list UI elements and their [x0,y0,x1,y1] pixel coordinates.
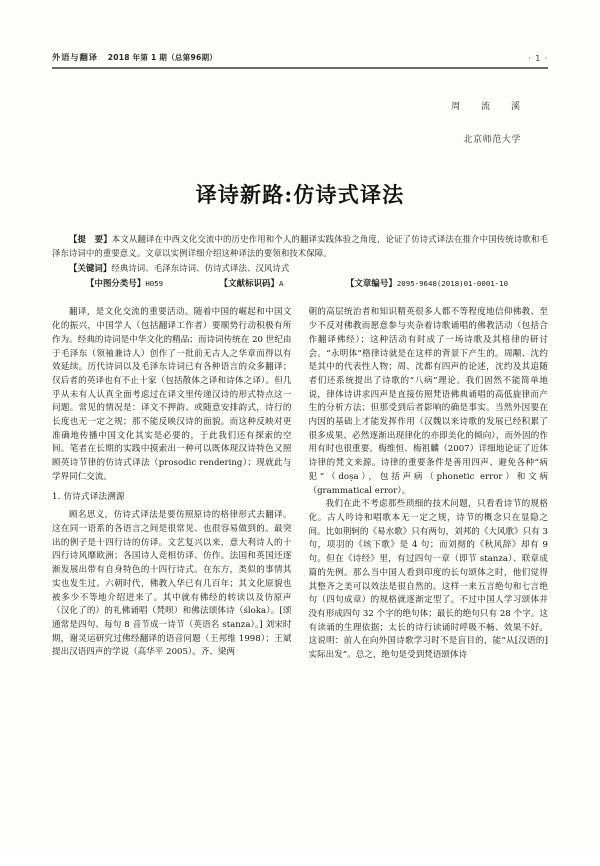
running-head-left [52,52,217,63]
left-paragraph-1: 翻译，是文化交流的重要活动。随着中国的崛起和中国文化的振兴，中国学人（包括翻译工作者）要顺势行动积极有所作为。经典的诗词是中华文化的精品；而诗词传统在 20 世纪由于毛泽东（领袖兼诗人）创作了一批前无古人之华章而得以有效延续。历代诗词以及毛泽东诗词已有各种语言的众多翻译；仅后者的英译也有不止十家（包括散体之译和诗体之译）。但几乎从未有人认真全面考虑过在译文里传递汉诗的形式特点这一问题。常见的情况是：译文不押韵、或随意安排韵式，诗行的长度也无一定之规；那不能反映汉诗的面貌。而这种反映对更准确地传播中国文化其实是必要的，于此我们还有探索的空间。笔者在长期的实践中摸索出一种可以既体现汉诗特色又照顾英诗节律的仿诗式译法（prosodic rendering）；现就此与学界同仁交流。 [52,307,292,482]
article-label: 【文章编号】 [345,277,397,288]
left-paragraph-2: 顾名思义，仿诗式译法是要仿照原诗的格律形式去翻译。这在同一语系的各语言之间是很常见、也很容易做到的。最突出的例子是十四行诗的仿译。文艺复兴以来，意大利诗人的十四行诗风靡欧洲；各国诗人竞相仿译、仿作。法国和英国还逐渐发展出带有自身特色的十四行诗式。在东方，类似的事情其实也发生过。六朝时代，佛教入华已有几百年；其文化原貌也被多少不等地介绍进来了。其中就有佛经的转读以及仿原声（汉化了的）的礼佛诵唱（梵呗）和佛法颂体诗（śloka）。[颂通常是四句、每句 8 音节成一诗节（英语名 stanza）。] 刘宋时期，谢灵运研究过佛经翻译的语音问题（王邦维 1998）；王斌提出汉语四声的学说（高华平 2005）。齐、梁两 [52,510,292,658]
keywords-line [52,262,548,276]
doc-segment [203,277,284,291]
clc-segment [69,277,163,291]
abstract-text: 本文从翻译在中西文化交流中的历史作用和个人的翻译实践体验之角度，论证了仿诗式译法在推介中国传统诗歌和毛泽东诗词中的重要意义。文章以实例详细介绍这种译法的要领和技术保障。 [52,234,548,258]
body-columns [52,306,548,866]
journal-issue: 2018 年第 1 期（总第96期） [107,53,218,62]
keywords-value: 经典诗词、毛泽东诗词、仿诗式译法、汉风诗式 [111,262,290,273]
clc-value: H059 [145,278,164,288]
article-value: 2095-9648(2018)01-0001-10 [396,278,509,288]
page-title: 译诗新路:仿诗式译法 [195,182,405,207]
page-number: · 1 · [528,54,548,63]
right-column [309,306,549,866]
running-head [52,52,548,66]
left-column [52,306,292,866]
author-affiliation: 北京师范大学 [463,135,521,145]
abstract-block [52,233,548,290]
doc-value: A [279,278,284,288]
author-name: 周 流 溪 [451,102,529,112]
header-divider [52,67,548,69]
abstract-label: 【提 要】 [69,234,112,244]
author-block [52,99,548,145]
keywords-label: 【关键词】 [69,262,112,273]
clc-label: 【中图分类号】 [86,277,146,288]
journal-name: 外语与翻译 [52,52,98,62]
right-paragraph-1: 朝的高层统治者和知识精英很多人都不等程度地信仰佛教、至少不反对佛教而愿意参与夹杂着诗歌诵唱的佛教活动（包括合作翻译佛经）；这种活动有时成了一场诗歌及其格律的研讨会。“永明体”格律诗就是在这样的背景下产生的。周颙、沈约是其中的代表性人物；周、沈都有四声的论述，沈约及其追随者们还系统提出了诗歌的“八病”理论。我们固然不能简单地说，律体诗讲求四声是直接仿照梵语佛典诵唱的高低旋律而产生的分析方法；但那受到后者影响的确是事实。当然外因要在内因的基础上才能发挥作用（汉魏以来诗歌的发展已经积累了很多成果、必然逐渐出现律化的亦即美化的倾向），而外因的作用有时也很重要。梅维恒、梅祖麟（2007）详细地论证了近体诗律的梵文来源。诗律的重要条件是善用四声、避免各种“病犯”（doṣa），包括声病（phonetic error）和文病（grammatical error）。 [308,307,548,496]
abstract-paragraph [52,233,548,260]
right-paragraph-2: 我们在此不考虑那些琐细的技术问题，只看看诗节的规格化。古人吟诗和唱歌本无一定之规，诗节的概念只在显隐之间。比如荆轲的《易水歌》只有两句，刘邦的《大风歌》只有 3 句，项羽的《垓下歌》是 4 句；而刘彻的《秋风辞》却有 9 句。但在《诗经》里，有过四句一章（即节 stanza）、联章成篇的先例。那么当中国人看到印度的长句颂体之时，他们觉得其整齐之美可以效法是很自然的。这样一来五言绝句和七言绝句（四句成章）的规格就逐渐定型了。不过中国人学习颂体并没有形成四句 32 个字的绝句体；最长的绝句只有 28 个字。这有读诵的生理依据；太长的诗行读诵时呼吸不畅、效果不好。这说明：前人在向外国诗歌学习时不是盲目的，能“从[汉语的]实际出发”。总之，绝句是受到梵语颂体诗 [308,499,548,661]
section-heading-1: 1. 仿诗式译法溯源 [52,491,125,502]
classification-line [52,277,548,291]
doc-label: 【文献标识码】 [219,277,279,288]
article-segment [329,277,508,291]
